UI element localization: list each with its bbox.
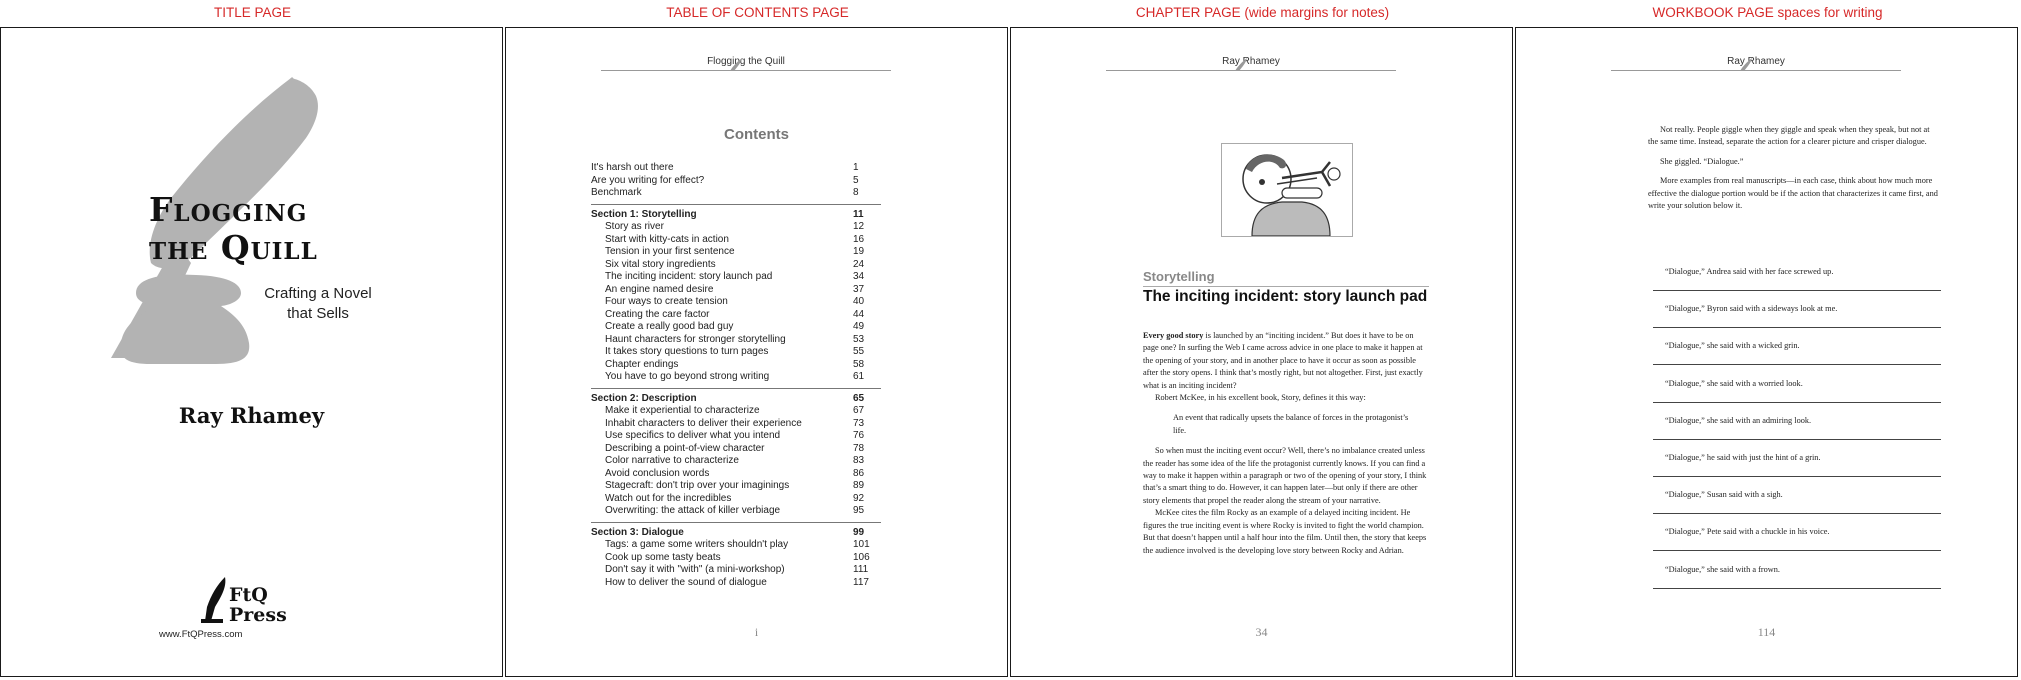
paragraph: Not really. People giggle when they giggle and speak when they speak, but not at the same time. Instead, separate the action for a clearer picture and crisper dialogue. — [1648, 125, 1930, 147]
toc-list — [591, 162, 881, 589]
exercise-item — [1653, 527, 1941, 551]
toc-row[interactable] — [591, 221, 881, 234]
toc-row[interactable] — [591, 505, 881, 518]
publisher-quill-icon — [201, 575, 231, 625]
workbook-body — [1648, 124, 1938, 219]
toc-entry-page: 19 — [853, 246, 865, 257]
toc-separator — [591, 204, 881, 205]
toc-page — [505, 27, 1008, 677]
header-rule — [1611, 70, 1901, 71]
paragraph: Robert McKee, in his excellent book, Story, defines it this way: — [1155, 393, 1366, 403]
toc-entry-label: Create a really good bad guy — [605, 321, 734, 332]
toc-row[interactable] — [591, 234, 881, 247]
toc-entry-label: Chapter endings — [605, 358, 679, 370]
toc-entry-page: 44 — [853, 308, 865, 320]
exercise-item — [1653, 490, 1941, 514]
toc-section-page: 99 — [853, 526, 865, 538]
toc-row[interactable] — [591, 405, 881, 418]
publisher-logo: FtQ Press — [229, 584, 287, 626]
header-rule — [601, 70, 891, 71]
toc-entry-page: 8 — [853, 187, 859, 198]
page-number: 34 — [1255, 625, 1268, 639]
toc-row[interactable] — [591, 552, 881, 565]
toc-entry-page: 53 — [853, 333, 865, 345]
toc-row[interactable] — [591, 259, 881, 272]
toc-entry-label: Haunt characters for stronger storytelling — [605, 333, 786, 345]
exercise-item — [1653, 416, 1941, 440]
chapter-title: The inciting incident: story launch pad — [1143, 288, 1428, 305]
running-head: Flogging the Quill — [707, 56, 785, 67]
toc-row[interactable] — [591, 418, 881, 431]
workbook-page — [1515, 27, 2018, 677]
toc-entry-label: Benchmark — [591, 187, 642, 198]
toc-separator — [591, 388, 881, 389]
running-head: Ray Rhamey — [1727, 56, 1785, 67]
toc-row[interactable] — [591, 564, 881, 577]
toc-entry-label: Creating the care factor — [605, 308, 710, 320]
author-name: Ray Rhamey — [178, 403, 325, 428]
paragraph: McKee cites the film Rocky as an example of a delayed inciting incident. He figures the true inciting event is where Rocky is invited to fight the world champion. But that doesn’t happen until a half hour into the film. Until then, the story that keeps the audience involved is the developing love story between Rocky and Adrian. — [1143, 508, 1427, 555]
label-workbook-page: WORKBOOK PAGE spaces for writing — [1652, 5, 1883, 20]
toc-entry-page: 83 — [853, 455, 865, 466]
toc-row[interactable] — [591, 175, 881, 188]
exercise-prompt: “Dialogue,” she said with a frown. — [1665, 564, 1780, 574]
toc-entry-label: The inciting incident: story launch pad — [605, 271, 773, 282]
chapter-page — [1010, 27, 1513, 677]
toc-heading: Contents — [724, 126, 789, 143]
writing-line[interactable] — [1653, 513, 1941, 514]
toc-entry-label: You have to go beyond strong writing — [605, 371, 770, 382]
exercise-prompt: “Dialogue,” Andrea said with her face screwed up. — [1665, 267, 1834, 276]
slingshot-illustration — [1221, 143, 1353, 237]
toc-entry-label: Stagecraft: don't trip over your imaginings — [605, 480, 790, 491]
writing-line[interactable] — [1653, 439, 1941, 440]
paragraph: So when must the inciting event occur? Well, there’s no imbalance created unless the reader has some idea of the life the protagonist currently knows. If you can find a way to make it happen within a paragraph or two of the opening of your story, I think that’s a smart thing to do. However, it can happen later—but only if there are other story elements that propel the reader along the stream of your narrative. — [1143, 446, 1427, 505]
toc-row[interactable] — [591, 271, 881, 284]
toc-entry-page: 92 — [853, 492, 865, 504]
toc-entry-page: 117 — [853, 576, 869, 588]
toc-separator — [591, 522, 881, 523]
toc-entry-page: 40 — [853, 296, 865, 307]
toc-entry-label: Don't say it with "with" (a mini-workshop) — [605, 564, 785, 575]
toc-entry-label: Avoid conclusion words — [605, 467, 710, 479]
toc-entry-label: Overwriting: the attack of killer verbiage — [605, 505, 781, 516]
toc-row[interactable] — [591, 359, 881, 372]
toc-row[interactable] — [591, 296, 881, 309]
label-title-page: TITLE PAGE — [213, 5, 292, 20]
toc-entry-label: An engine named desire — [605, 283, 714, 295]
toc-entry-label: Inhabit characters to deliver their experience — [605, 417, 802, 429]
toc-section-page: 11 — [853, 208, 864, 220]
toc-section-label: Section 2: Description — [591, 392, 697, 404]
toc-row[interactable] — [591, 577, 881, 590]
writing-line[interactable] — [1653, 364, 1941, 365]
publisher-url: www.FtQPress.com — [159, 629, 243, 640]
toc-row[interactable] — [591, 284, 881, 297]
writing-line[interactable] — [1653, 402, 1941, 403]
toc-entry-page: 78 — [853, 442, 865, 454]
toc-entry-label: Color narrative to characterize — [605, 455, 739, 466]
toc-row[interactable] — [591, 187, 881, 200]
exercise-prompt: “Dialogue,” Susan said with a sigh. — [1665, 490, 1783, 500]
exercise-item — [1653, 341, 1941, 365]
writing-line[interactable] — [1653, 290, 1941, 291]
header-rule — [1106, 70, 1396, 71]
exercise-prompt: “Dialogue,” Byron said with a sideways look at me. — [1665, 304, 1838, 314]
toc-row[interactable] — [591, 443, 881, 456]
writing-line[interactable] — [1653, 476, 1941, 477]
toc-entry-label: Use specifics to deliver what you intend — [605, 430, 781, 441]
toc-row[interactable] — [591, 162, 881, 175]
toc-entry-page: 5 — [853, 174, 859, 186]
toc-entry-page: 12 — [853, 221, 865, 232]
toc-entry-page: 89 — [853, 480, 865, 491]
toc-entry-page: 37 — [853, 283, 865, 295]
toc-entry-page: 55 — [853, 346, 865, 357]
toc-row[interactable] — [591, 430, 881, 443]
exercise-prompt: “Dialogue,” she said with an admiring look. — [1665, 415, 1812, 425]
toc-entry-label: It's harsh out there — [591, 162, 674, 173]
paragraph: More examples from real manuscripts—in each case, think about how much more effective the dialogue portion would be if the action that characterizes it came first, and write your solution below it. — [1648, 176, 1938, 211]
toc-row[interactable] — [591, 493, 881, 506]
writing-line[interactable] — [1653, 550, 1941, 551]
block-quote: An event that radically upsets the balance of forces in the protagonist’s life. — [1173, 413, 1409, 435]
toc-entry-label: Make it experiential to characterize — [605, 405, 760, 416]
chapter-body — [1143, 330, 1429, 557]
toc-entry-page: 76 — [853, 430, 865, 441]
toc-entry-label: Six vital story ingredients — [605, 258, 716, 270]
exercise-prompt: “Dialogue,” Pete said with a chuckle in his voice. — [1665, 527, 1830, 537]
toc-section-row[interactable] — [591, 393, 881, 406]
chapter-section: Storytelling — [1143, 269, 1215, 284]
exercise-prompt: “Dialogue,” he said with just the hint of a grin. — [1665, 453, 1821, 462]
toc-section-page: 65 — [853, 392, 865, 404]
exercise-prompt: “Dialogue,” she said with a worried look. — [1665, 378, 1803, 388]
toc-entry-page: 101 — [853, 539, 870, 550]
page-number: i — [754, 625, 759, 639]
chapter-rule — [1143, 286, 1429, 287]
toc-entry-label: Four ways to create tension — [605, 296, 728, 307]
toc-row[interactable] — [591, 455, 881, 468]
toc-entry-page: 24 — [853, 258, 865, 270]
label-chapter-page: CHAPTER PAGE (wide margins for notes) — [1135, 5, 1390, 20]
toc-entry-page: 95 — [853, 505, 865, 516]
toc-row[interactable] — [591, 321, 881, 334]
toc-section-label: Section 1: Storytelling — [591, 208, 697, 220]
title-page — [0, 27, 503, 677]
book-subtitle: Crafting a Novel that Sells — [264, 285, 372, 322]
toc-entry-page: 86 — [853, 467, 865, 479]
toc-entry-page: 106 — [853, 551, 870, 563]
toc-row[interactable] — [591, 539, 881, 552]
toc-entry-page: 1 — [853, 162, 859, 173]
exercise-item — [1653, 453, 1941, 477]
toc-entry-label: Are you writing for effect? — [591, 174, 705, 186]
toc-section-label: Section 3: Dialogue — [591, 526, 684, 538]
exercise-prompt: “Dialogue,” she said with a wicked grin. — [1665, 341, 1800, 351]
toc-entry-page: 49 — [853, 321, 865, 332]
running-head: Ray Rhamey — [1222, 56, 1280, 67]
writing-line[interactable] — [1653, 588, 1941, 589]
toc-section-row[interactable] — [591, 209, 881, 222]
paragraph: She giggled. “Dialogue.” — [1660, 156, 1744, 166]
toc-entry-page: 67 — [853, 405, 865, 416]
toc-entry-page: 61 — [853, 371, 865, 382]
toc-entry-page: 16 — [853, 233, 865, 245]
page-number: 114 — [1757, 625, 1776, 639]
exercise-item — [1653, 267, 1941, 291]
toc-entry-label: Tags: a game some writers shouldn't play — [605, 539, 789, 550]
toc-entry-page: 73 — [853, 417, 865, 429]
toc-entry-page: 34 — [853, 271, 865, 282]
paragraph: Every good story is launched by an “inciting incident.” But does it have to be on page one? In surfing the Web I came across advice in one place to make it happen at the opening of your story, and in another place to have it occur as soon as possible after the story opens. I think that’s mostly right, but not altogether. First, just exactly what is an inciting incident? — [1143, 331, 1423, 390]
toc-entry-label: Watch out for the incredibles — [605, 492, 732, 504]
exercise-item — [1653, 379, 1941, 403]
toc-entry-label: How to deliver the sound of dialogue — [605, 576, 767, 588]
toc-entry-page: 58 — [853, 358, 865, 370]
label-toc-page: TABLE OF CONTENTS PAGE — [666, 5, 849, 20]
toc-entry-page: 111 — [853, 564, 869, 575]
toc-entry-label: Describing a point-of-view character — [605, 442, 765, 454]
toc-section-row[interactable] — [591, 527, 881, 540]
writing-line[interactable] — [1653, 327, 1941, 328]
toc-row[interactable] — [591, 480, 881, 493]
toc-row[interactable] — [591, 371, 881, 384]
toc-entry-label: Start with kitty-cats in action — [605, 233, 729, 245]
toc-entry-label: It takes story questions to turn pages — [605, 346, 769, 357]
toc-row[interactable] — [591, 334, 881, 347]
exercise-item — [1653, 565, 1941, 589]
book-title: Flogging the Quill — [149, 190, 318, 267]
toc-row[interactable] — [591, 468, 881, 481]
toc-entry-label: Story as river — [605, 221, 664, 232]
toc-row[interactable] — [591, 309, 881, 322]
toc-entry-label: Tension in your first sentence — [605, 246, 735, 257]
exercise-item — [1653, 304, 1941, 328]
toc-row[interactable] — [591, 246, 881, 259]
toc-row[interactable] — [591, 346, 881, 359]
toc-entry-label: Cook up some tasty beats — [605, 551, 721, 563]
